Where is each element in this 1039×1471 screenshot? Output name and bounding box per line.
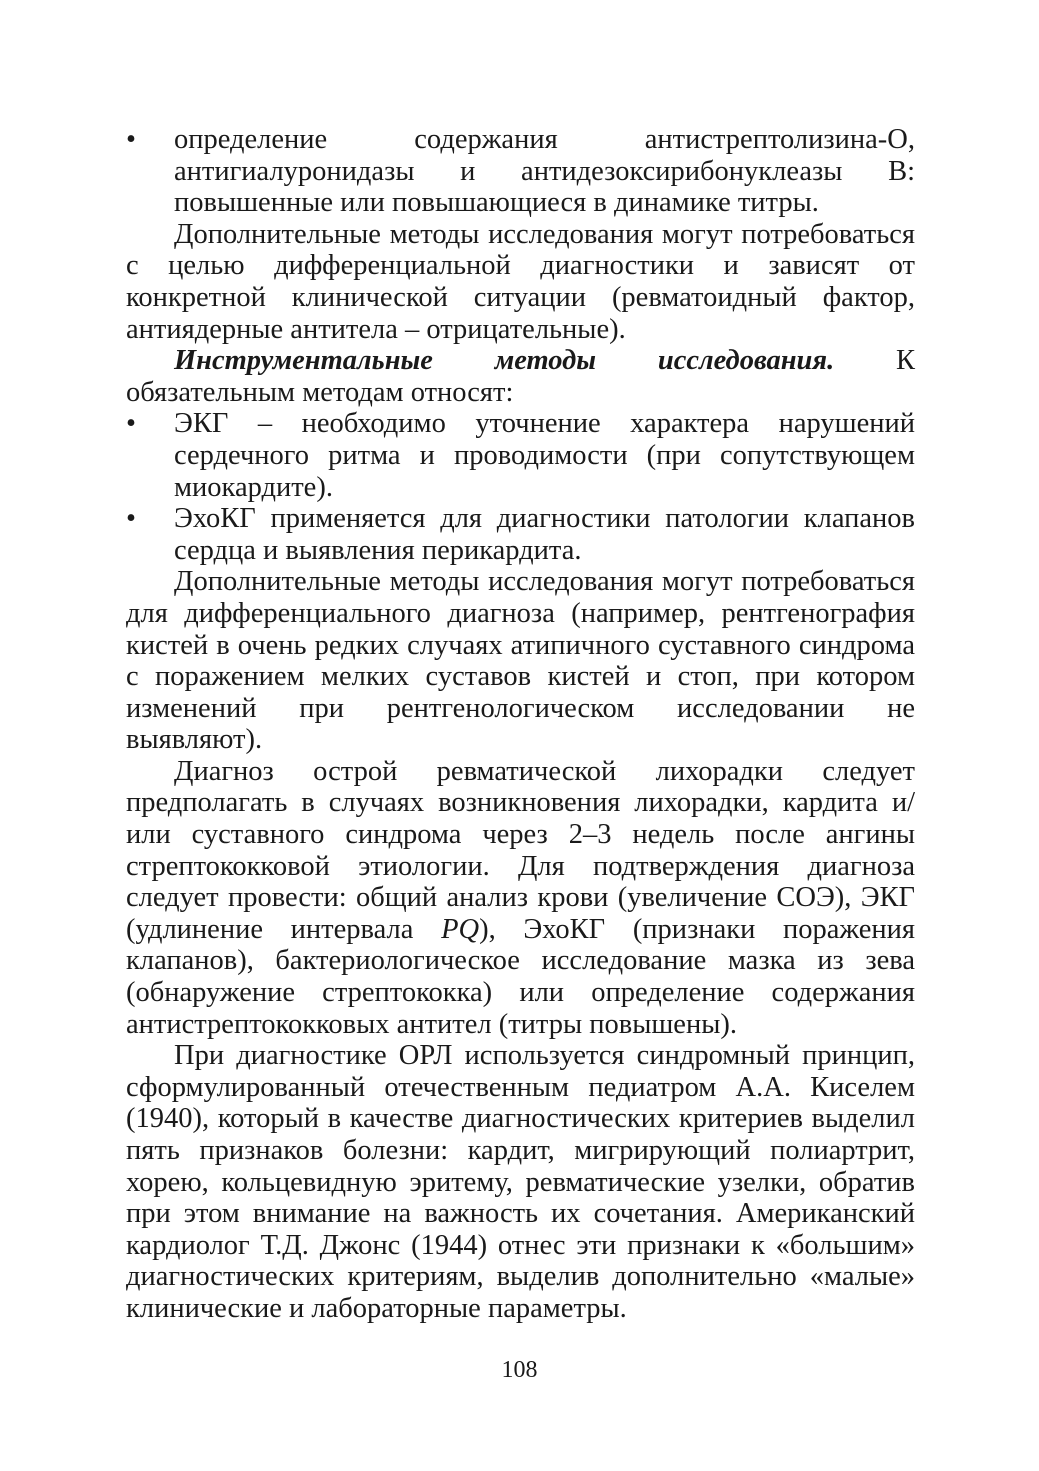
bullet-text: определение содержания антистрептолизина-О, антигиалуронидазы и антидезоксирибонуклеазы В: повышенные или повышающиеся в динамике титры. — [174, 124, 915, 219]
paragraph-additional-methods: Дополнительные методы исследования могут потребоваться с целью дифференциальной диагностики и зависят от конкретной клинической ситуации (ревматоидный фактор, антиядерные антитела – отрицательные). — [126, 218, 915, 345]
bullet-mark: • — [126, 503, 136, 535]
bullet-item-antibody-tests — [126, 124, 915, 219]
section-lead-heading: Инструментальные методы исследования. — [174, 345, 835, 377]
bullet-item-ecg — [126, 408, 915, 503]
paragraph-diagnosis — [126, 756, 915, 1040]
bullet-item-echocg — [126, 503, 915, 566]
paragraph-syndromic-principle: При диагностике ОРЛ используется синдромный принцип, сформулированный отечественным педиатром А.А. Киселем (1940), который в качестве диагностических критериев выделил пять признаков болезни: кардит, мигрирующий полиартрит, хорею, кольцевидную эритему, ревматические узелки, обратив при этом внимание на важность их сочетания. Американский кардиолог Т.Д. Джонс (1944) отнес эти признаки к «большим» диагностических критериям, выделив дополнительно «малые» клинические и лабораторные параметры. — [126, 1040, 915, 1324]
page-text — [126, 124, 915, 1325]
paragraph-instrumental-methods — [126, 345, 915, 408]
paragraph-text: Диагноз острой ревматической лихорадки следует предполагать в случаях возникновения лихорадки, кардита и/или суставного синдрома через 2–3 недель после ангины стрептококковой этиологии. Для подтверждения диагноза следует провести: общий анализ крови (увеличение СОЭ), ЭКГ (удлинение интервала — [126, 755, 915, 945]
paragraph-text: ), ЭхоКГ (признаки поражения клапанов), бактериологическое исследование мазка из зева (обнаружение стрептококка) или определение содержания антистрептококковых антител (титры повышены). — [126, 913, 915, 1040]
page-number: 108 — [501, 1357, 538, 1383]
italic-term-pq: PQ — [441, 913, 480, 945]
bullet-mark: • — [126, 408, 136, 440]
bullet-text: ЭКГ – необходимо уточнение характера нарушений сердечного ритма и проводимости (при сопутствующем миокардите). — [174, 408, 915, 503]
bullet-mark: • — [126, 124, 136, 155]
bullet-text: ЭхоКГ применяется для диагностики патологии клапанов сердца и выявления перикардита. — [174, 503, 915, 566]
paragraph-differential-diagnosis: Дополнительные методы исследования могут потребоваться для дифференциального диагноза (например, рентгенография кистей в очень редких случаях атипичного суставного синдрома с поражением мелких суставов кистей и стоп, при котором изменений при рентгенологическом исследовании не выявляют). — [126, 566, 915, 756]
paragraph-text: К обязательным методам относят: — [126, 345, 915, 408]
